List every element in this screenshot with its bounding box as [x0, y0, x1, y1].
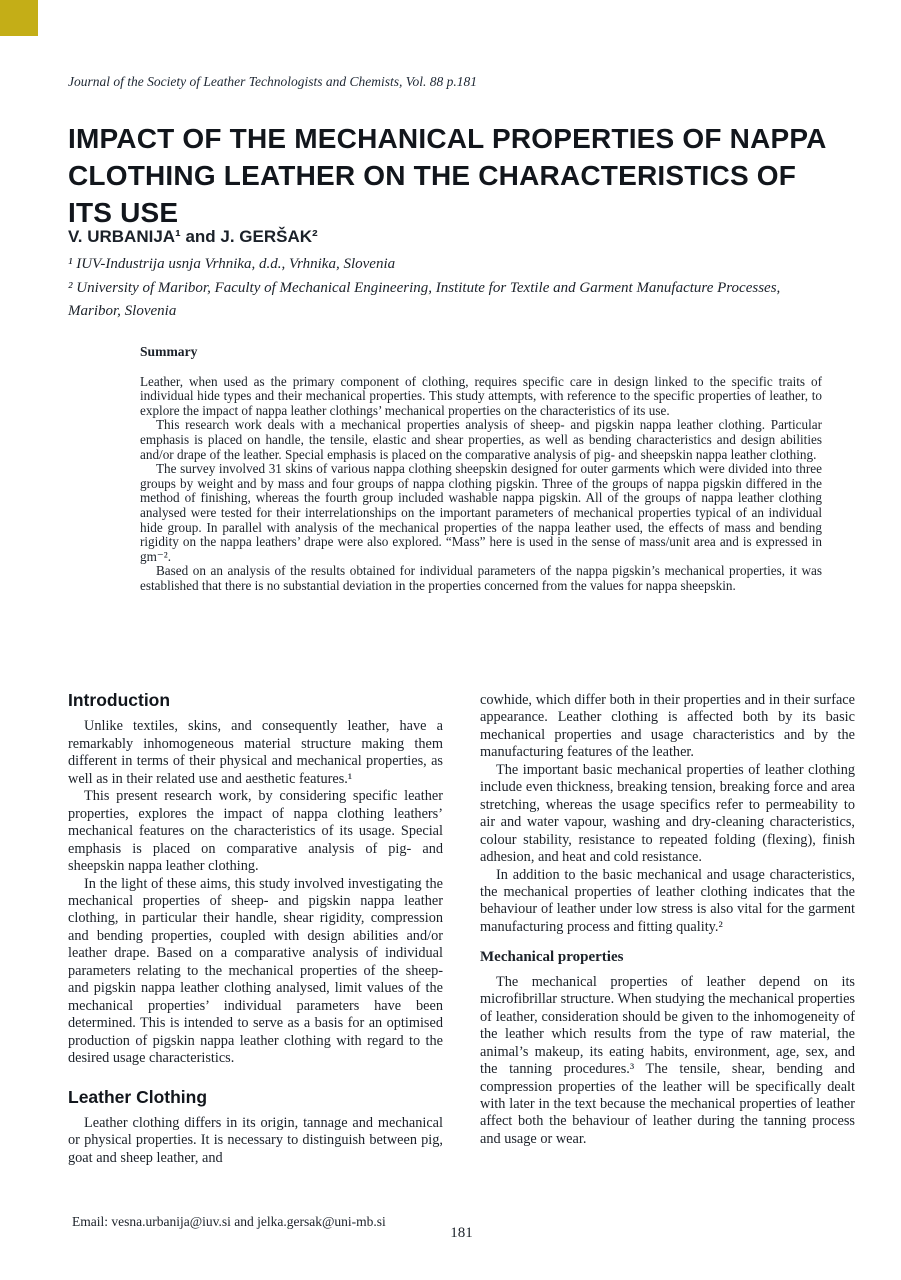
- subsection-heading-mechanical-properties: Mechanical properties: [480, 949, 624, 966]
- affiliation-line-2: ² University of Maribor, Faculty of Mechanical Engineering, Institute for Textile and Garment Manufacture Processes, Maribor, Slovenia: [68, 279, 781, 319]
- body-paragraph: In addition to the basic mechanical and usage characteristics, the mechanical properties of leather clothing indicates that the behaviour of leather under low stress is also vital for the garment manufacturing process and fitting quality.²: [480, 866, 855, 935]
- summary-paragraph: This research work deals with a mechanical properties analysis of sheep- and pigskin nappa leather clothing. Particular emphasis is placed on handle, the tensile, elastic and shear properties, as well as bending characteristics and design abilities and/or drape of the leather. Special emphasis is placed on the comparative analysis of pig- and sheepskin nappa leather clothing.: [140, 417, 822, 462]
- journal-header: Journal of the Society of Leather Technologists and Chemists, Vol. 88 p.181: [68, 74, 477, 89]
- body-paragraph: In the light of these aims, this study involved investigating the mechanical properties of sheep- and pigskin nappa leather clothing, in particular their handle, shear rigidity, compression and bending properties, coupled with design abilities and/or leather drape. Based on a comparative analysis of individual parameters relating to the mechanical properties of the sheep- and pigskin nappa leather clothing analysed, limit values of the mechanical properties’ individual parameters have been determined. This is intended to serve as a basis for an optimised production of pigskin nappa leather clothing with regard to the desired usage characteristics.: [68, 875, 443, 1067]
- summary-heading: Summary: [140, 344, 198, 359]
- page-number: 181: [450, 1225, 473, 1241]
- paper-title: IMPACT OF THE MECHANICAL PROPERTIES OF NAPPA CLOTHING LEATHER ON THE CHARACTERISTICS OF ITS USE: [68, 123, 826, 228]
- body-paragraph: The mechanical properties of leather depend on its microfibrillar structure. When studying the mechanical properties of leather, consideration should be given to the inhomogeneity of the leather which results from the type of raw material, the animal’s makeup, its eating habits, environment, age, sex, and the tanning procedures.³ The tensile, shear, bending and compression properties of the leather will be specifically dealt with later in the text because the mechanical properties of leather affect both the behaviour of leather during the tanning process and usage or wear.: [480, 973, 855, 1147]
- summary-paragraph: Leather, when used as the primary component of clothing, requires specific care in design linked to the specific traits of individual hide types and their mechanical properties. This study attempts, with reference to the specific properties of leather, to explore the impact of nappa leather clothings’ mechanical properties on the characteristics of its use.: [140, 373, 822, 418]
- left-column: [68, 692, 443, 1167]
- summary-section: [140, 345, 822, 594]
- authors-line: V. URBANIJA¹ and J. GERŠAK²: [68, 227, 318, 246]
- affiliations-block: [68, 253, 813, 324]
- body-paragraph: cowhide, which differ both in their properties and in their surface appearance. Leather clothing is affected both by its basic mechanical properties and usage characteristics and by the manufacturing features of the leather.: [480, 692, 855, 761]
- body-paragraph: The important basic mechanical properties of leather clothing include even thickness, breaking tension, breaking force and area stretching, whereas the usage specifics refer to permeability to air and water vapour, washing and dry-cleaning characteristics, colour stability, resistance to repeated folding (flexing), finish adhesion, and heat and cold resistance.: [480, 761, 855, 866]
- summary-paragraph: The survey involved 31 skins of various nappa clothing sheepskin designed for outer garments which were divided into three groups by weight and by mass and four groups of nappa clothing pigskin. Three of the groups of nappa pigskin differed in the method of finishing, whereas the fourth group included washable nappa pigskin. All of the groups of nappa leather clothing analysed were tested for their interrelationships on the important parameters of mechanical properties typical of an individual hide group. In parallel with analysis of the mechanical properties of the nappa leather used, the effects of mass and bending rigidity on the nappa leathers’ drape were also explored. “Mass” here is used in the sense of mass/unit area and is expressed in gm⁻².: [140, 461, 822, 564]
- body-paragraph: Unlike textiles, skins, and consequently leather, have a remarkably inhomogeneous material structure making them different in terms of their physical and mechanical properties, as well as in their related use and aesthetic features.¹: [68, 718, 443, 787]
- summary-paragraph: Based on an analysis of the results obtained for individual parameters of the nappa pigskin’s mechanical properties, it was established that there is no substantial deviation in the properties concerned from the values for nappa sheepskin.: [140, 563, 822, 593]
- corner-marker: [0, 0, 38, 36]
- section-heading-leather-clothing: Leather Clothing: [68, 1086, 208, 1107]
- right-column: [480, 692, 855, 1167]
- body-paragraph: This present research work, by considering specific leather properties, explores the impact of nappa clothing leathers’ mechanical features on the characteristics of its usage. Special emphasis is placed on comparative analysis of pig- and sheepskin nappa leather clothing.: [68, 788, 443, 875]
- section-heading-introduction: Introduction: [68, 690, 171, 710]
- body-paragraph: Leather clothing differs in its origin, tannage and mechanical or physical properties. It is necessary to distinguish between pig, goat and sheep leather, and: [68, 1114, 443, 1166]
- two-column-body: [68, 692, 855, 1167]
- footer-email: Email: vesna.urbanija@iuv.si and jelka.gersak@uni-mb.si: [72, 1214, 386, 1229]
- affiliation-line-1: ¹ IUV-Industrija usnja Vrhnika, d.d., Vrhnika, Slovenia: [68, 256, 396, 272]
